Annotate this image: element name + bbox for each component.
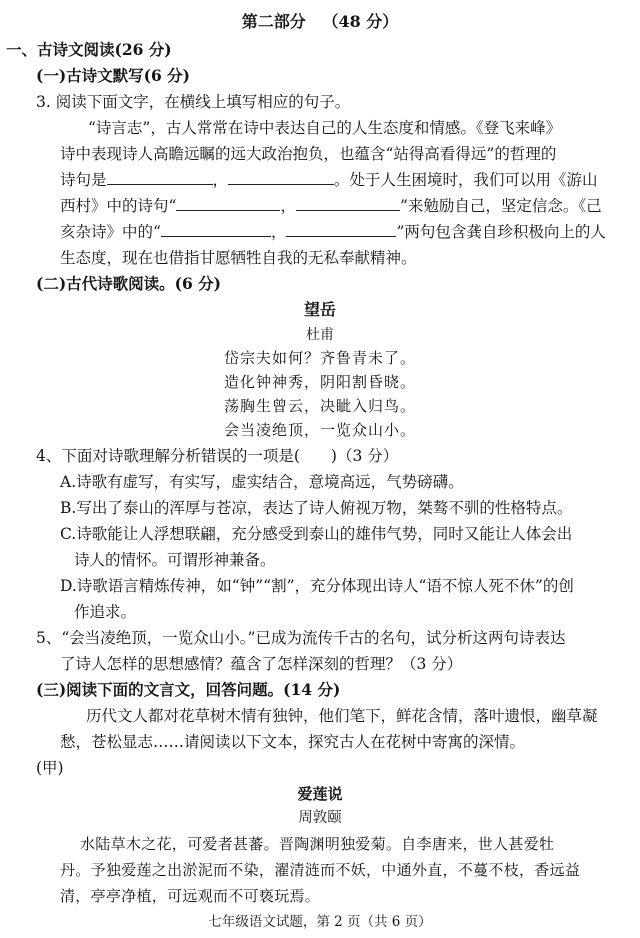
- question-3-para-line: “诗言志”，古人常常在诗中表达自己的人生态度和情感。《登飞来峰》: [88, 119, 562, 137]
- essay-author: 周敦颐: [298, 810, 342, 826]
- text-segment: ，: [212, 171, 229, 189]
- answer-blank[interactable]: [107, 170, 213, 185]
- text-segment: 。处于人生困境时，我们可以用《游山: [334, 171, 598, 189]
- page-footer: 七年级语文试题，第 2 页（共 6 页）: [208, 914, 432, 930]
- essay-line: 水陆草木之花，可爱者甚蕃。晋陶渊明独爱菊。自李唐来，世人甚爱牡: [80, 835, 555, 853]
- intro-paragraph-line: 愁，苍松显志……请阅读以下文本，探究古人在花树中寄寓的深情。: [60, 733, 526, 751]
- answer-blank[interactable]: [286, 222, 396, 237]
- part-header: [0, 12, 640, 32]
- question-3-para-line: 生态度，现在也借指甘愿牺牲自我的无私奉献精神。: [60, 249, 417, 267]
- question-5-stem-continued: 了诗人怎样的思想感情？蕴含了怎样深刻的哲理？（3 分）: [60, 655, 463, 673]
- essay-line: 清，亭亭净植，可远观而不可亵玩焉。: [60, 887, 321, 905]
- question-4-stem: 4、下面对诗歌理解分析错误的一项是( )（3 分）: [36, 447, 399, 465]
- poem-title: 望岳: [303, 300, 336, 319]
- option-d: D.诗歌语言精炼传神，如“钟”“割”，充分体现出诗人“语不惊人死不休”的创: [60, 577, 574, 595]
- text-segment: 诗句是: [60, 171, 107, 189]
- part-title: 第二部分: [241, 12, 306, 31]
- poem-line: 岱宗夫如何？齐鲁青未了。: [223, 349, 416, 367]
- essay-line: 丹。予独爱莲之出淤泥而不染，濯清涟而不妖，中通外直，不蔓不枝，香远益: [60, 861, 581, 879]
- answer-blank[interactable]: [228, 170, 334, 185]
- poem-line: 荡胸生曾云，决眦入归鸟。: [223, 397, 416, 415]
- poem-author: 杜甫: [306, 327, 334, 343]
- option-b: B.写出了泰山的浑厚与苍凉，表达了诗人俯视万物，桀骜不驯的性格特点。: [60, 499, 573, 517]
- section-title: 一、古诗文阅读(26 分): [6, 40, 172, 59]
- text-segment: 亥杂诗》中的“: [60, 223, 161, 241]
- question-3-para-line: [60, 222, 606, 242]
- answer-blank[interactable]: [176, 196, 280, 211]
- question-3-para-line: [60, 170, 598, 190]
- subsection-1-title: (一)古诗文默写(6 分): [36, 66, 191, 85]
- option-c: C.诗歌能让人浮想联翩，充分感受到泰山的雄伟气势，同时又能让人体会出: [60, 525, 573, 543]
- question-5-stem: 5、“会当凌绝顶，一览众山小。”已成为流传千古的名句，试分析这两句诗表达: [36, 629, 566, 647]
- option-c-continued: 诗人的情怀。可谓形神兼备。: [74, 551, 276, 569]
- option-a: A.诗歌有虚写，有实写，虚实结合，意境高远，气势磅礴。: [60, 473, 464, 491]
- part-label: (甲): [36, 759, 64, 777]
- poem-line: 会当凌绝顶，一览众山小。: [223, 421, 416, 439]
- text-segment: ，: [270, 223, 287, 241]
- answer-blank[interactable]: [296, 196, 400, 211]
- subsection-2-title: (二)古代诗歌阅读。(6 分): [36, 274, 222, 293]
- essay-title: 爱莲说: [297, 785, 343, 803]
- text-segment: ”来勉励自己，坚定信念。《己: [399, 197, 602, 215]
- option-d-continued: 作追求。: [74, 603, 137, 621]
- poem-line: 造化钟神秀，阴阳割昏晓。: [223, 373, 416, 391]
- subsection-3-title: (三)阅读下面的文言文，回答问题。(14 分): [36, 680, 341, 699]
- question-3-para-line: 诗中表现诗人高瞻远瞩的远大政治抱负，也蕴含“站得高看得远”的哲理的: [60, 145, 557, 163]
- text-segment: 西村》中的诗句“: [60, 197, 177, 215]
- answer-blank[interactable]: [161, 222, 271, 237]
- question-3-para-line: [60, 196, 602, 216]
- text-segment: ”两句包含龚自珍积极向上的人: [396, 223, 606, 241]
- text-segment: ，: [280, 197, 296, 215]
- part-score: （48 分）: [322, 12, 399, 31]
- intro-paragraph-line: 历代文人都对花草树木情有独钟，他们笔下，鲜花含情，落叶遗恨，幽草凝: [86, 707, 598, 725]
- question-3-stem: 3. 阅读下面文字，在横线上填写相应的句子。: [36, 93, 351, 111]
